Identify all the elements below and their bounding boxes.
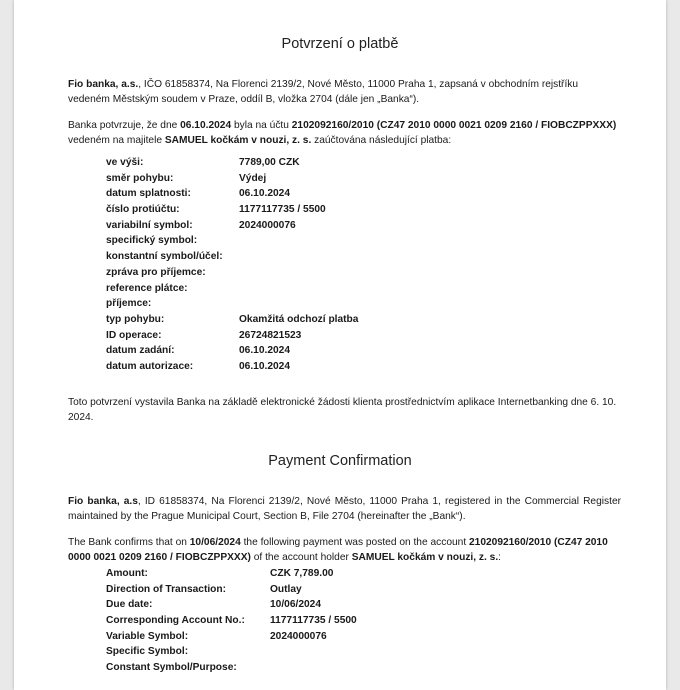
detail-value: Okamžitá odchozí platba (239, 313, 359, 325)
detail-label: zpráva pro příjemce: (106, 266, 206, 278)
detail-value: 2024000076 (239, 219, 296, 231)
bank-intro-en (68, 494, 621, 524)
bank-intro-text-cz: , IČO 61858374, Na Florenci 2139/2, Nové Město, 11000 Praha 1, zapsaná v obchodním rejstříku vedeném Městským soudem v Praze, oddíl B, vložka 2704 (dále jen „Banka“). (68, 79, 579, 105)
detail-label: Corresponding Account No.: (106, 615, 245, 627)
detail-label: specifický symbol: (106, 235, 198, 247)
confirm-holder: SAMUEL kočkám v nouzi, z. s. (164, 135, 312, 146)
bank-intro-text-en: , ID 61858374, Na Florenci 2139/2, Nové Město, 11000 Praha 1, registered in the Commercial Register maintained by the Prague Municipal Court, Section B, File 2704 (hereinafter the „Bank“). (68, 496, 622, 522)
detail-label: datum splatnosti: (106, 188, 191, 200)
confirmation-text-en (68, 535, 621, 565)
detail-value: CZK 7,789.00 (270, 568, 334, 579)
detail-label: variabilní symbol: (106, 219, 193, 231)
bank-intro-cz (68, 77, 621, 107)
bank-name-en: Fio banka, a.s (68, 496, 138, 507)
detail-label: Amount: (106, 568, 148, 579)
detail-label: typ pohybu: (106, 313, 165, 325)
detail-value: 06.10.2024 (239, 188, 290, 200)
confirm-account: 2102092160/2010 (CZ47 2010 0000 0021 0209 2160 / FIOBCZPPXXX) (291, 120, 617, 131)
detail-label: datum autorizace: (106, 360, 194, 372)
detail-value: 1177117735 / 5500 (270, 615, 357, 627)
detail-label: číslo protiúčtu: (106, 204, 180, 216)
detail-value: 06.10.2024 (239, 360, 290, 372)
page-title-en: Payment Confirmation (268, 453, 412, 469)
confirm-date: 10/06/2024 (189, 537, 241, 548)
detail-value: 7789,00 CZK (239, 157, 300, 168)
detail-label: Specific Symbol: (106, 646, 189, 658)
confirm-part: the following payment was posted on the account (240, 537, 469, 548)
confirm-part: Banka potvrzuje, že dne (68, 120, 181, 131)
confirm-part: : (498, 552, 502, 563)
detail-value: Outlay (270, 583, 302, 595)
page-title-cz: Potvrzení o platbě (281, 36, 399, 52)
confirm-part: zaúčtována následující platba: (311, 135, 452, 146)
detail-value: 26724821523 (239, 329, 302, 341)
confirm-part: byla na účtu (231, 120, 292, 131)
detail-value: 2024000076 (270, 630, 327, 642)
confirm-account: 2102092160/2010 (CZ47 2010 0000 0021 0209 2160 / FIOBCZPPXXX) (68, 537, 608, 563)
detail-value: 1177117735 / 5500 (239, 204, 326, 216)
detail-label: směr pohybu: (106, 172, 174, 184)
detail-label: příjemce: (106, 298, 152, 310)
detail-label: ve výši: (106, 157, 144, 168)
detail-label: Due date: (106, 599, 153, 611)
confirm-part: vedeném na majitele (68, 135, 165, 146)
detail-label: Direction of Transaction: (106, 583, 227, 595)
detail-label: Variable Symbol: (106, 630, 189, 642)
confirmation-text-cz (68, 118, 621, 148)
confirm-part: The Bank confirms that on (68, 537, 190, 548)
confirm-date: 06.10.2024 (180, 120, 232, 131)
detail-label: reference plátce: (106, 282, 188, 294)
footer-note-cz: Toto potvrzení vystavila Banka na základě elektronické žádosti klienta prostřednictvím aplikace Internetbanking dne 6. 10. 2024. (68, 397, 617, 423)
confirm-holder: SAMUEL kočkám v nouzi, z. s. (351, 552, 499, 563)
detail-label: Constant Symbol/Purpose: (106, 662, 237, 674)
detail-value: Výdej (239, 172, 267, 184)
detail-label: konstantní symbol/účel: (106, 251, 223, 263)
detail-label: ID operace: (106, 329, 162, 341)
detail-label: datum zadání: (106, 345, 175, 357)
confirm-part: of the account holder (250, 552, 352, 563)
bank-name-cz: Fio banka, a.s. (68, 79, 139, 90)
detail-value: 06.10.2024 (239, 345, 290, 357)
detail-value: 10/06/2024 (270, 599, 321, 611)
